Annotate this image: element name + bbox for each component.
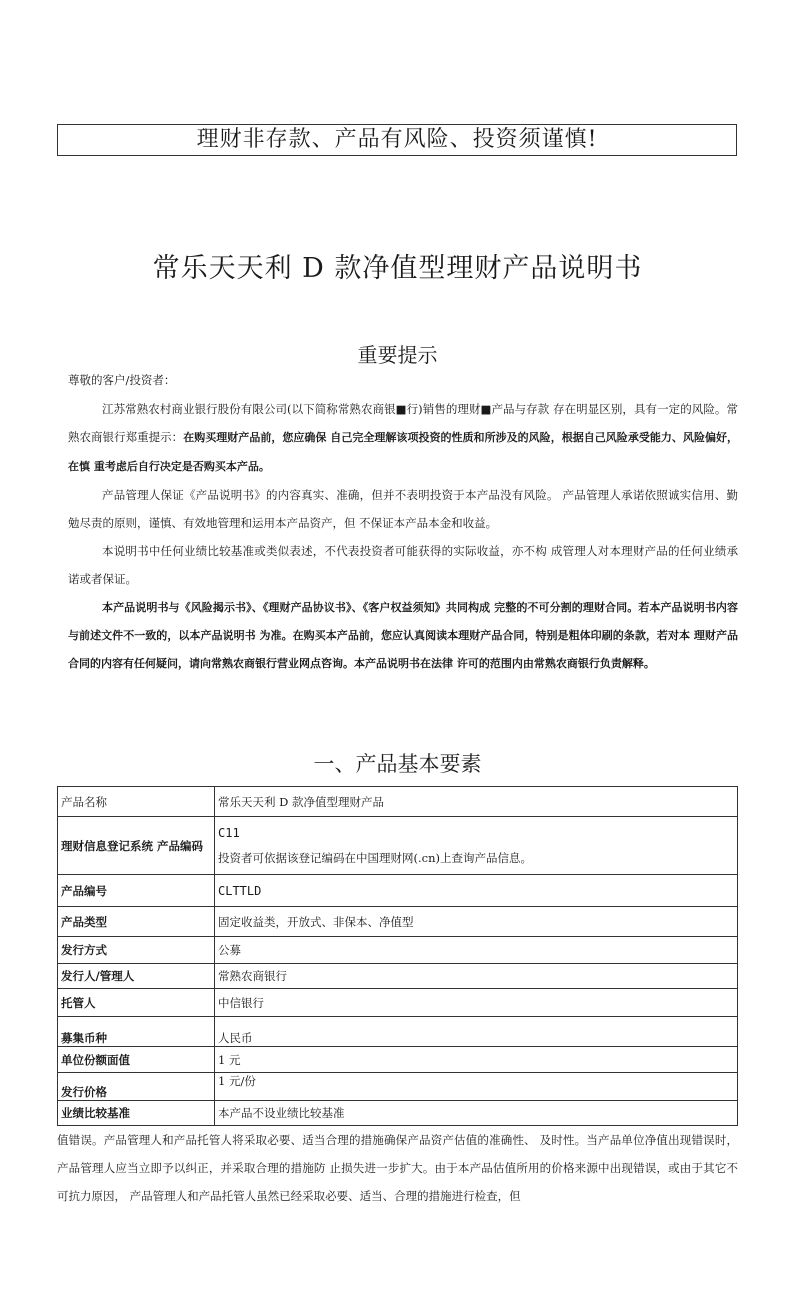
row-value: 固定收益类，开放式、非保本、净值型 <box>215 907 738 937</box>
notice-paragraph-4-text: 本产品说明书与《风险揭示书》、《理财产品协议书》、《客户权益须知》共同构成 完整的不可分割的理财合同。若本产品说明书内容与前述文件不一致的，以本产品说明书 为准。在购买本产品前，您应认真阅读本理财产品合同，特别是粗体印刷的条款，若对本 理财产品合同的内容有任何疑问，请向常熟农商银行营业网点咨询。本产品说明书在法律 许可的范围内由常熟农商银行负责解释。 <box>68 601 738 670</box>
table-row <box>58 875 738 907</box>
row-key: 理财信息登记系统 产品编码 <box>58 817 215 875</box>
table-row <box>58 1047 738 1073</box>
notice-paragraph-2-text: 产品管理人保证《产品说明书》的内容真实、准确，但并不表明投资于本产品没有风险。 产品管理人承诺依照诚实信用、勤勉尽责的原则，谨慎、有效地管理和运用本产品资产，但 不保证本产品本金和收益。 <box>68 488 738 530</box>
notice-paragraph-4 <box>68 594 738 678</box>
row-value: 中信银行 <box>215 989 738 1017</box>
row-key: 发行方式 <box>58 937 215 964</box>
table-row <box>58 907 738 937</box>
product-code: CLTTLD <box>218 883 262 898</box>
row-key: 发行人/管理人 <box>58 964 215 989</box>
table-row <box>58 1073 738 1101</box>
notice-paragraph-1-bold: 在购买理财产品前，您应确保 自己完全理解该项投资的性质和所涉及的风险，根据自己风险承受能力、风险偏好，在慎 重考虑后自行决定是否购买本产品。 <box>68 431 739 473</box>
table-row <box>58 1101 738 1126</box>
notice-paragraph-1 <box>68 395 738 481</box>
notice-paragraph-3-text: 本说明书中任何业绩比较基准或类似表述，不代表投资者可能获得的实际收益，亦不构 成管理人对本理财产品的任何业绩承诺或者保证。 <box>68 544 738 586</box>
row-value <box>215 817 738 875</box>
row-key: 发行价格 <box>58 1073 215 1101</box>
section-heading-basic-elements: 一、产品基本要素 <box>313 752 482 776</box>
row-value: 人民币 <box>215 1017 738 1047</box>
row-value: 常乐天天利 D 款净值型理财产品 <box>215 787 738 817</box>
row-key: 产品名称 <box>58 787 215 817</box>
table-row <box>58 1017 738 1047</box>
row-value: 1 元 <box>215 1047 738 1073</box>
table-row <box>58 817 738 875</box>
risk-warning-banner: 理财非存款、产品有风险、投资须谨慎! <box>57 124 737 156</box>
registration-code-note: 投资者可依据该登记编码在中国理财网(.cn)上查询产品信息。 <box>218 850 532 865</box>
row-key: 业绩比较基准 <box>58 1101 215 1126</box>
notice-heading: 重要提示 <box>357 343 438 367</box>
trailing-paragraph <box>57 1126 738 1210</box>
notice-paragraph-3 <box>68 537 738 593</box>
salutation: 尊敬的客户/投资者： <box>68 373 176 387</box>
row-key: 募集币种 <box>58 1017 215 1047</box>
row-key: 单位份额面值 <box>58 1047 215 1073</box>
notice-paragraph-2 <box>68 481 738 537</box>
row-value <box>215 875 738 907</box>
document-title: 常乐天天利 D 款净值型理财产品说明书 <box>152 253 643 284</box>
table-row <box>58 787 738 817</box>
table-row <box>58 964 738 989</box>
row-value: 本产品不设业绩比较基准 <box>215 1101 738 1126</box>
trailing-paragraph-text: 值错误。产品管理人和产品托管人将采取必要、适当合理的措施确保产品资产估值的准确性、 及时性。当产品单位净值出现错误时，产品管理人应当立即予以纠正，并采取合理的措施防 止损失进一步扩大。由于本产品估值所用的价格来源中出现错误，或由于其它不可抗力原因， 产品管理人和产品托管人虽然已经采取必要、适当、合理的措施进行检查，但 <box>57 1133 738 1203</box>
row-value: 公募 <box>215 937 738 964</box>
notice-paragraph-1-normal: 江苏常熟农村商业银行股份有限公司(以下简称常熟农商银■行)销售的理财■产品与存款 存在明显区别，具有一定的风险。常熟农商银行郑重提示： <box>68 402 738 444</box>
row-value: 1 元/份 <box>215 1073 738 1101</box>
row-key: 产品编号 <box>58 875 215 907</box>
table-row <box>58 937 738 964</box>
product-basic-elements-table <box>57 786 738 1126</box>
table-row <box>58 989 738 1017</box>
row-key: 产品类型 <box>58 907 215 937</box>
row-value: 常熟农商银行 <box>215 964 738 989</box>
row-key: 托管人 <box>58 989 215 1017</box>
registration-code: C11 <box>218 825 240 840</box>
